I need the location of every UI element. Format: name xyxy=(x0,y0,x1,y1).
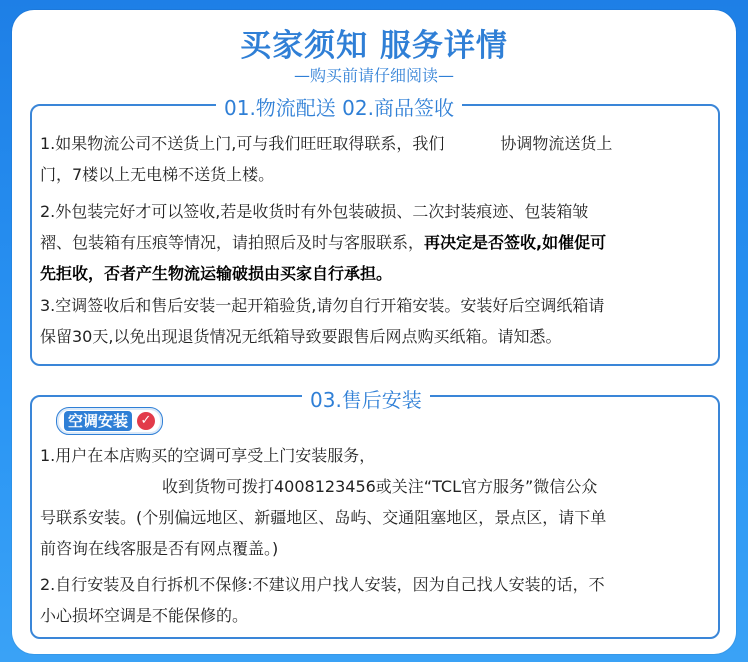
installation-badge xyxy=(56,407,163,435)
paragraph-line: 门，7楼以上无电梯不送货上楼。 xyxy=(40,165,275,184)
page-title: 买家须知 服务详情 xyxy=(240,28,508,64)
paragraph-line: 3.空调签收后和售后安装一起开箱验货,请勿自行开箱安装。安装好后空调纸箱请 xyxy=(40,296,605,315)
installation-paragraph-1 xyxy=(40,440,710,564)
logistics-paragraph-1 xyxy=(40,128,710,190)
paragraph-line: 号联系安装。(个别偏远地区、新疆地区、岛屿、交通阻塞地区，景点区，请下单 xyxy=(40,508,607,527)
text-segment: 1.如果物流公司不送货上门,可与我们旺旺取得联系，我们 xyxy=(40,134,445,153)
logistics-paragraph-2 xyxy=(40,196,710,289)
badge-label: 空调安装 xyxy=(64,411,132,431)
paragraph-line: 小心损坏空调是不能保修的。 xyxy=(40,606,249,625)
check-icon: ✓ xyxy=(137,412,155,430)
bold-text-segment: 再决定是否签收,如催促可 xyxy=(424,233,607,252)
paragraph-line: 保留30天,以免出现退货情况无纸箱导致要跟售后网点购买纸箱。请知悉。 xyxy=(40,327,562,346)
paragraph-line: 1.用户在本店购买的空调可享受上门安装服务， xyxy=(40,446,376,465)
logistics-paragraph-3 xyxy=(40,290,710,352)
text-segment: 协调物流送货上 xyxy=(500,134,613,153)
text-segment: 褶、包装箱有压痕等情况，请拍照后及时与客服联系， xyxy=(40,233,425,252)
page-subtitle: —购买前请仔细阅读— xyxy=(293,66,454,85)
paragraph-line xyxy=(40,128,710,159)
section-logistics-heading: 01.物流配送 02.商品签收 xyxy=(216,92,462,121)
installation-paragraph-2 xyxy=(40,569,710,631)
paragraph-line: 2.自行安装及自行拆机不保修:不建议用户找人安装，因为自己找人安装的话，不 xyxy=(40,575,605,594)
paragraph-line: 2.外包装完好才可以签收,若是收货时有外包装破损、二次封装痕迹、包装箱皱 xyxy=(40,202,589,221)
paragraph-line: 收到货物可拨打4008123456或关注“TCL官方服务”微信公众 xyxy=(162,477,598,496)
paragraph-line xyxy=(40,227,710,258)
section-installation-heading: 03.售后安装 xyxy=(302,384,430,413)
paragraph-line: 前咨询在线客服是否有网点覆盖。) xyxy=(40,539,279,558)
paragraph-line-bold: 先拒收，否者产生物流运输破损由买家自行承担。 xyxy=(40,264,393,283)
